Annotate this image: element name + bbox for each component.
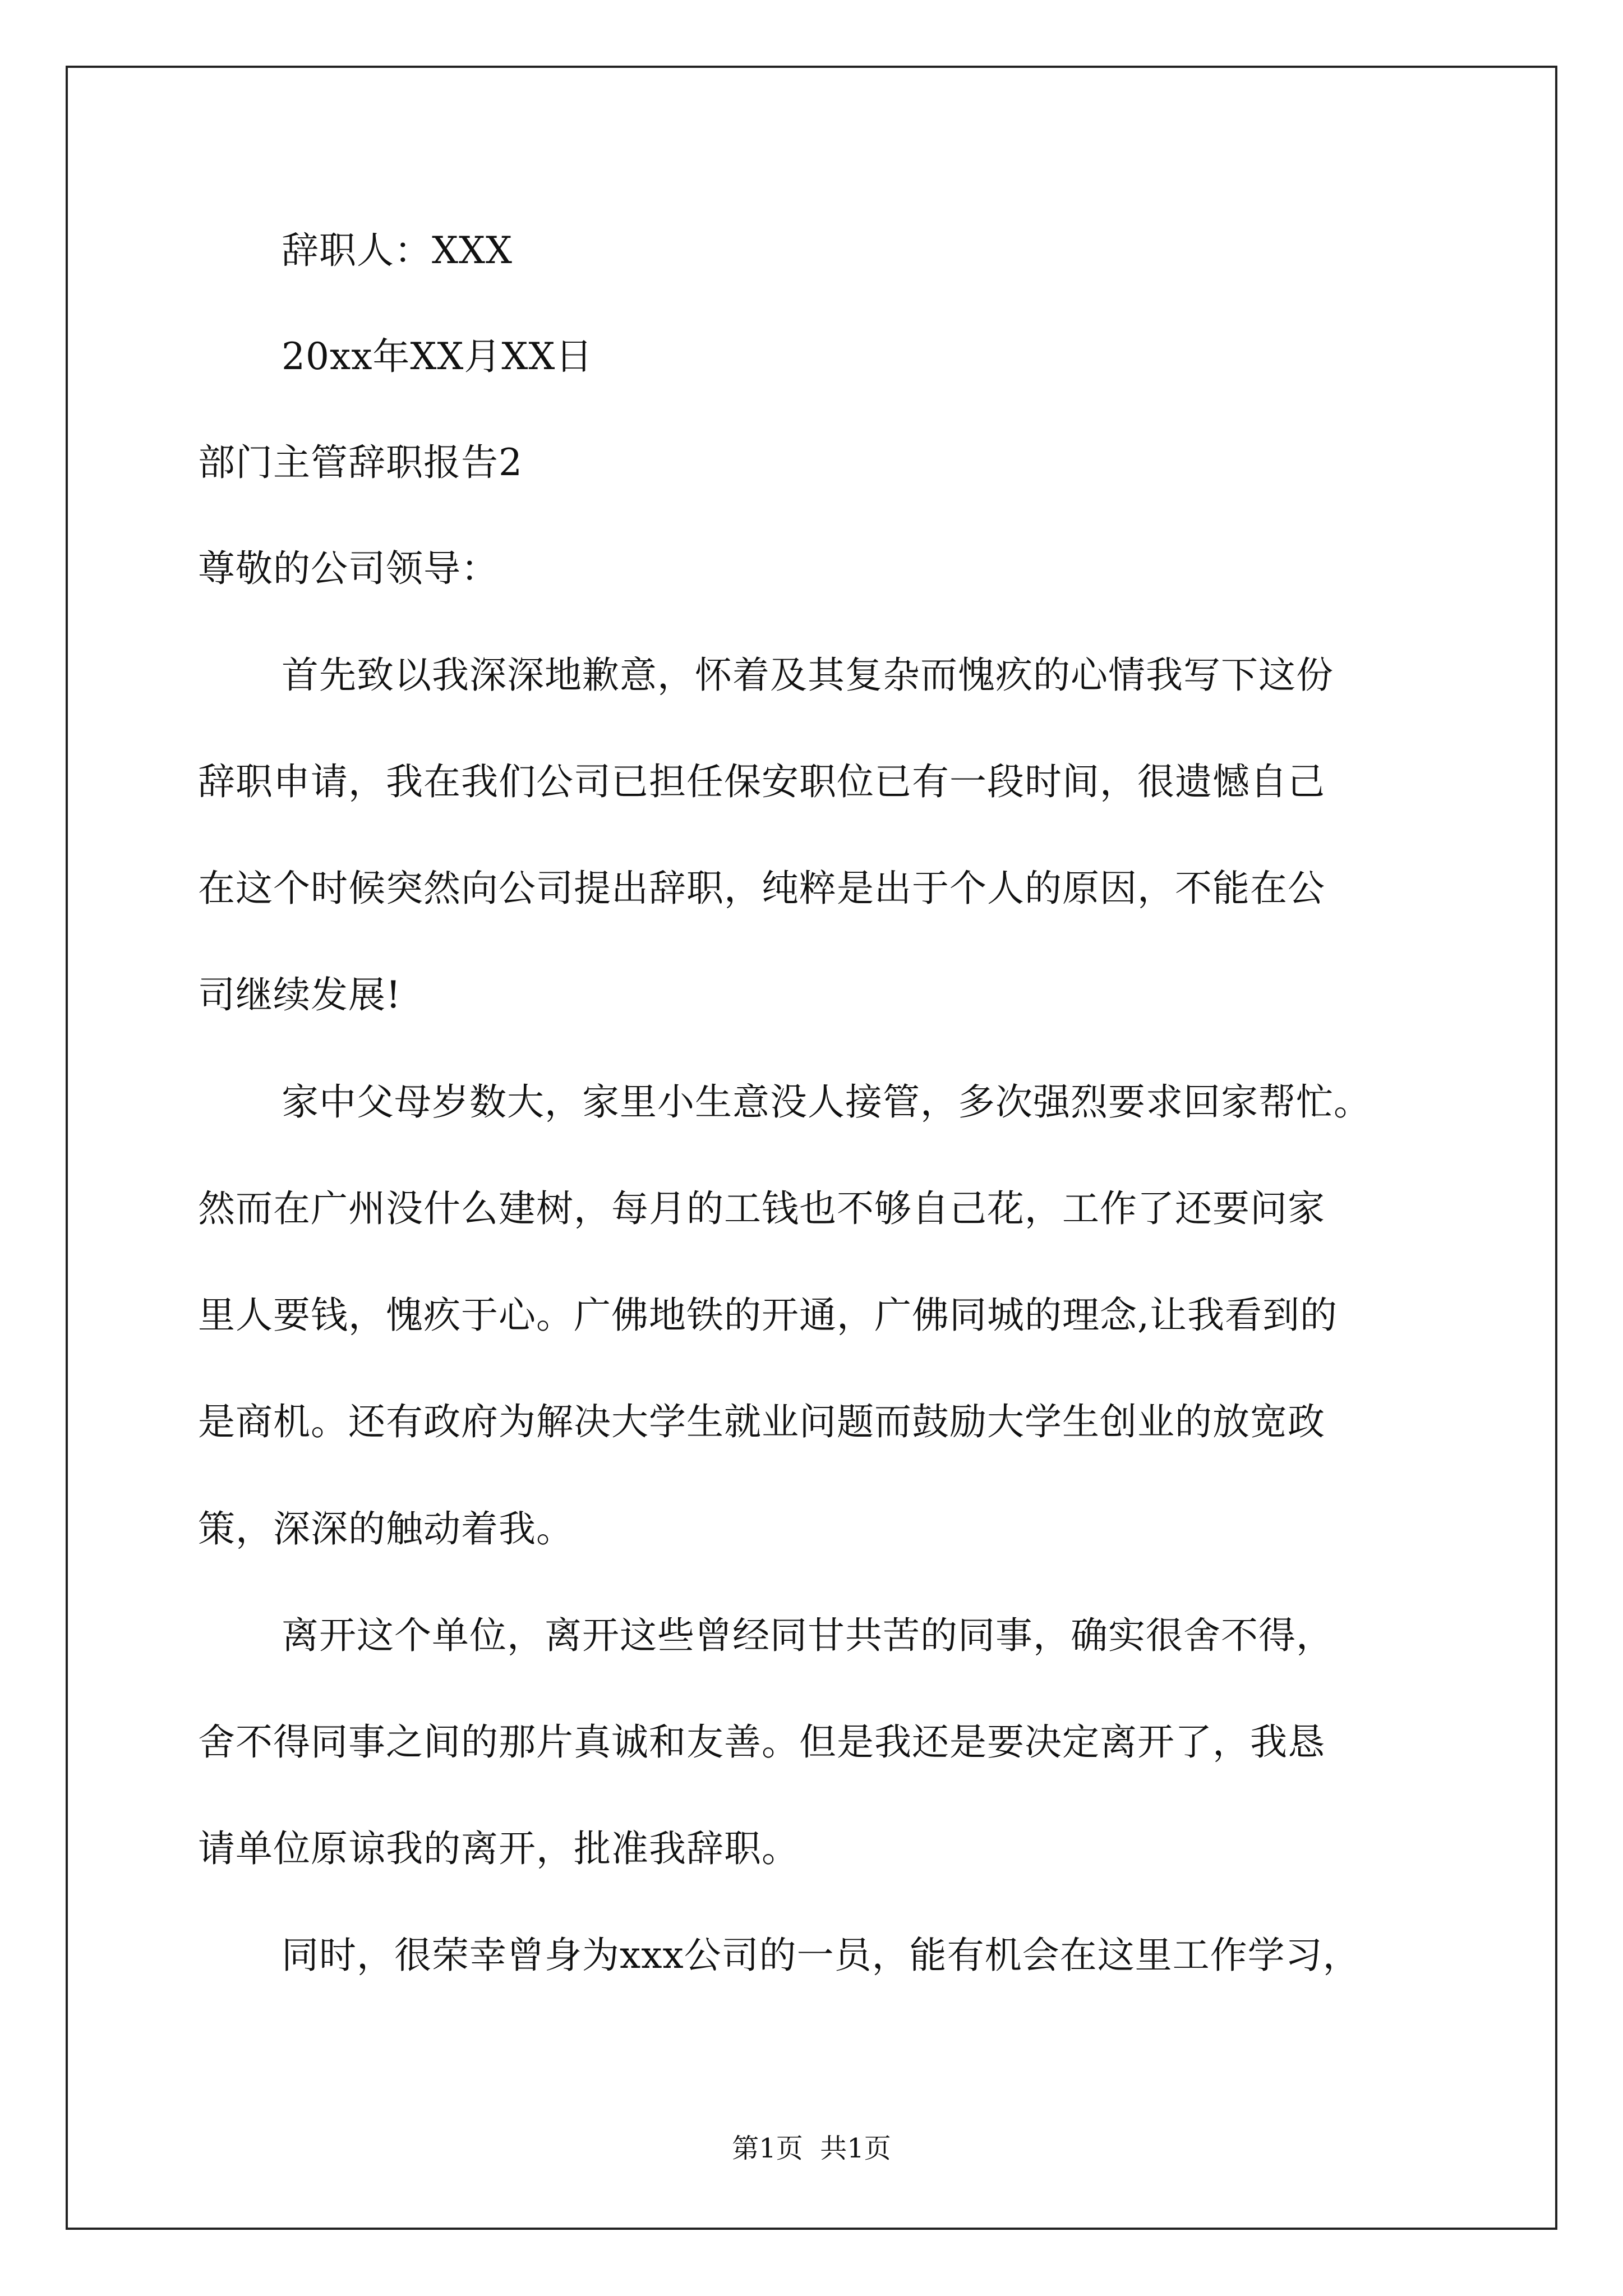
paragraph-line: 然而在广州没什么建树，每月的工钱也不够自己花，工作了还要问家 [198,1187,1325,1230]
paragraph-line: 舍不得同事之间的那片真诚和友善。但是我还是要决定离开了，我恳 [198,1720,1325,1764]
page-border [66,66,1557,2230]
paragraph-line: 同时，很荣幸曾身为xxx公司的一员，能有机会在这里工作学习， [282,1934,1361,1977]
paragraph-line: 离开这个单位，离开这些曾经同甘共苦的同事，确实很舍不得， [282,1614,1334,1657]
date-line: 20xx年XX月XX日 [282,335,593,378]
paragraph-line: 在这个时候突然向公司提出辞职，纯粹是出于个人的原因，不能在公 [198,867,1325,910]
paragraph-line: 家中父母岁数大，家里小生意没人接管，多次强烈要求回家帮忙。 [282,1080,1371,1124]
page-footer: 第1页 共1页 [732,2133,891,2164]
paragraph-line: 司继续发展! [198,973,402,1016]
paragraph-line: 是商机。还有政府为解决大学生就业问题而鼓励大学生创业的放宽政 [198,1400,1325,1443]
paragraph-line: 首先致以我深深地歉意，怀着及其复杂而愧疚的心情我写下这份 [282,654,1334,697]
signer-line: 辞职人：XXX [282,229,513,272]
paragraph-line: 里人要钱，愧疚于心。广佛地铁的开通，广佛同城的理念,让我看到的 [198,1294,1338,1337]
section-title: 部门主管辞职报告2 [198,441,523,484]
salutation: 尊敬的公司领导： [198,547,499,590]
paragraph-line: 请单位原谅我的离开，批准我辞职。 [198,1827,799,1870]
paragraph-line: 辞职申请，我在我们公司已担任保安职位已有一段时间，很遗憾自己 [198,760,1325,803]
paragraph-line: 策，深深的触动着我。 [198,1507,574,1550]
